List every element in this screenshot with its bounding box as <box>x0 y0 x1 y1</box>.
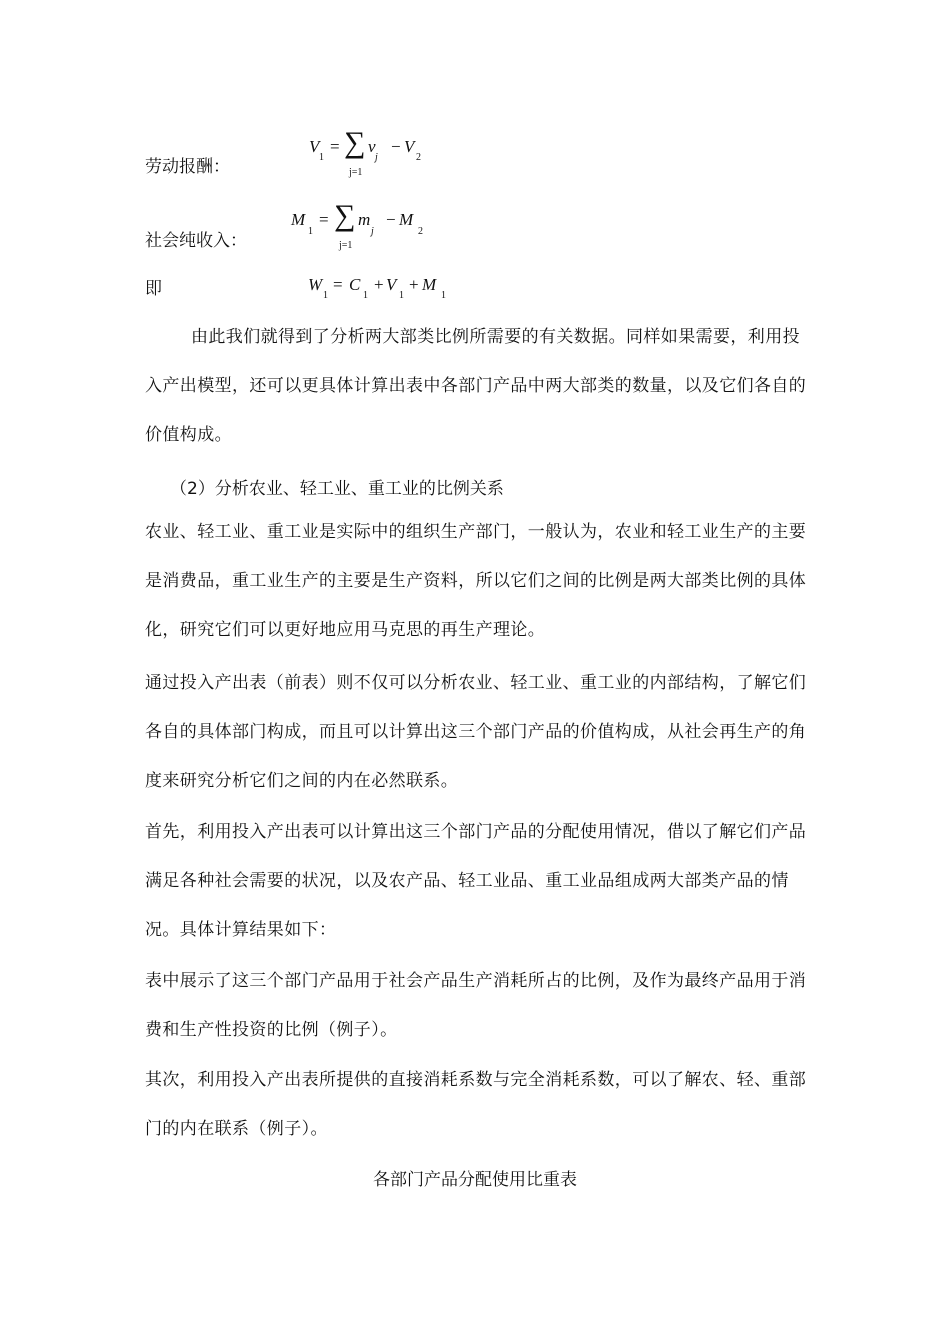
formula-sub: 2 <box>418 226 423 237</box>
sigma-symbol: ∑ <box>334 199 356 232</box>
formula-total-value <box>306 274 456 308</box>
formula-var: v <box>368 137 376 156</box>
paragraph-table-description: 表中展示了这三个部门产品用于社会产品生产消耗所占的比例，及作为最终产品用于消费和生产性投资的比例（例子）。 <box>145 971 807 1040</box>
table-caption: 各部门产品分配使用比重表 <box>373 1170 577 1190</box>
formula-equals: = <box>333 275 343 294</box>
formula-var: M <box>422 275 437 294</box>
formula-sub: 1 <box>323 290 328 301</box>
paragraph-consumption-coefficients: 其次，利用投入产出表所提供的直接消耗系数与完全消耗系数，可以了解农、轻、重部门的内在联系（例子）。 <box>145 1070 807 1139</box>
formula-label-net-social-income: 社会纯收入： <box>145 231 247 251</box>
formula-var: V <box>404 137 415 156</box>
formula-sub: 2 <box>416 152 421 163</box>
formula-label-ji: 即 <box>145 279 162 299</box>
formula-var: m <box>358 210 371 229</box>
formula-sub: 1 <box>441 290 446 301</box>
formula-equals: = <box>330 137 340 156</box>
formula-sub: j <box>371 226 374 237</box>
formula-sub: 1 <box>319 152 324 163</box>
sum-range: j=1 <box>339 240 353 251</box>
formula-labor-compensation <box>306 128 436 184</box>
paragraph-internal-structure: 通过投入产出表（前表）则不仅可以分析农业、轻工业、重工业的内部结构，了解它们各自的具体部门构成，而且可以计算出这三个部门产品的价值构成，从社会再生产的角度来研究分析它们之间的内在必然联系。 <box>145 673 807 791</box>
formula-var: W <box>308 275 323 294</box>
formula-minus: − <box>391 137 401 156</box>
formula-net-social-income <box>290 200 435 256</box>
formula-minus: − <box>386 210 396 229</box>
formula-sub: j <box>375 152 378 163</box>
formula-var: C <box>349 275 361 294</box>
formula-var: V <box>309 137 320 156</box>
formula-var: M <box>291 210 306 229</box>
formula-label-labor-compensation: 劳动报酬： <box>145 157 230 177</box>
formula-equals: = <box>319 210 329 229</box>
formula-var: V <box>386 275 397 294</box>
sigma-symbol: ∑ <box>344 126 366 159</box>
paragraph-distribution-usage: 首先，利用投入产出表可以计算出这三个部门产品的分配使用情况，借以了解它们产品满足各种社会需要的状况，以及农产品、轻工业品、重工业品组成两大部类产品的情况。具体计算结果如下： <box>145 822 807 940</box>
formula-sub: 1 <box>363 290 368 301</box>
paragraph-sector-definition: 农业、轻工业、重工业是实际中的组织生产部门，一般认为，农业和轻工业生产的主要是消费品，重工业生产的主要是生产资料，所以它们之间的比例是两大部类比例的具体化，研究它们可以更好地应用马克思的再生产理论。 <box>145 522 807 640</box>
sum-range: j=1 <box>349 167 363 178</box>
formula-sub: 1 <box>308 226 313 237</box>
formula-var: M <box>399 210 414 229</box>
formula-plus: + <box>374 275 384 294</box>
paragraph-two-departments-data: 由此我们就得到了分析两大部类比例所需要的有关数据。同样如果需要，利用投入产出模型，还可以更具体计算出表中各部门产品中两大部类的数量，以及它们各自的价值构成。 <box>145 327 807 445</box>
formula-sub: 1 <box>399 290 404 301</box>
section-heading-agriculture-industry: （2）分析农业、轻工业、重工业的比例关系 <box>170 479 504 499</box>
formula-plus: + <box>409 275 419 294</box>
